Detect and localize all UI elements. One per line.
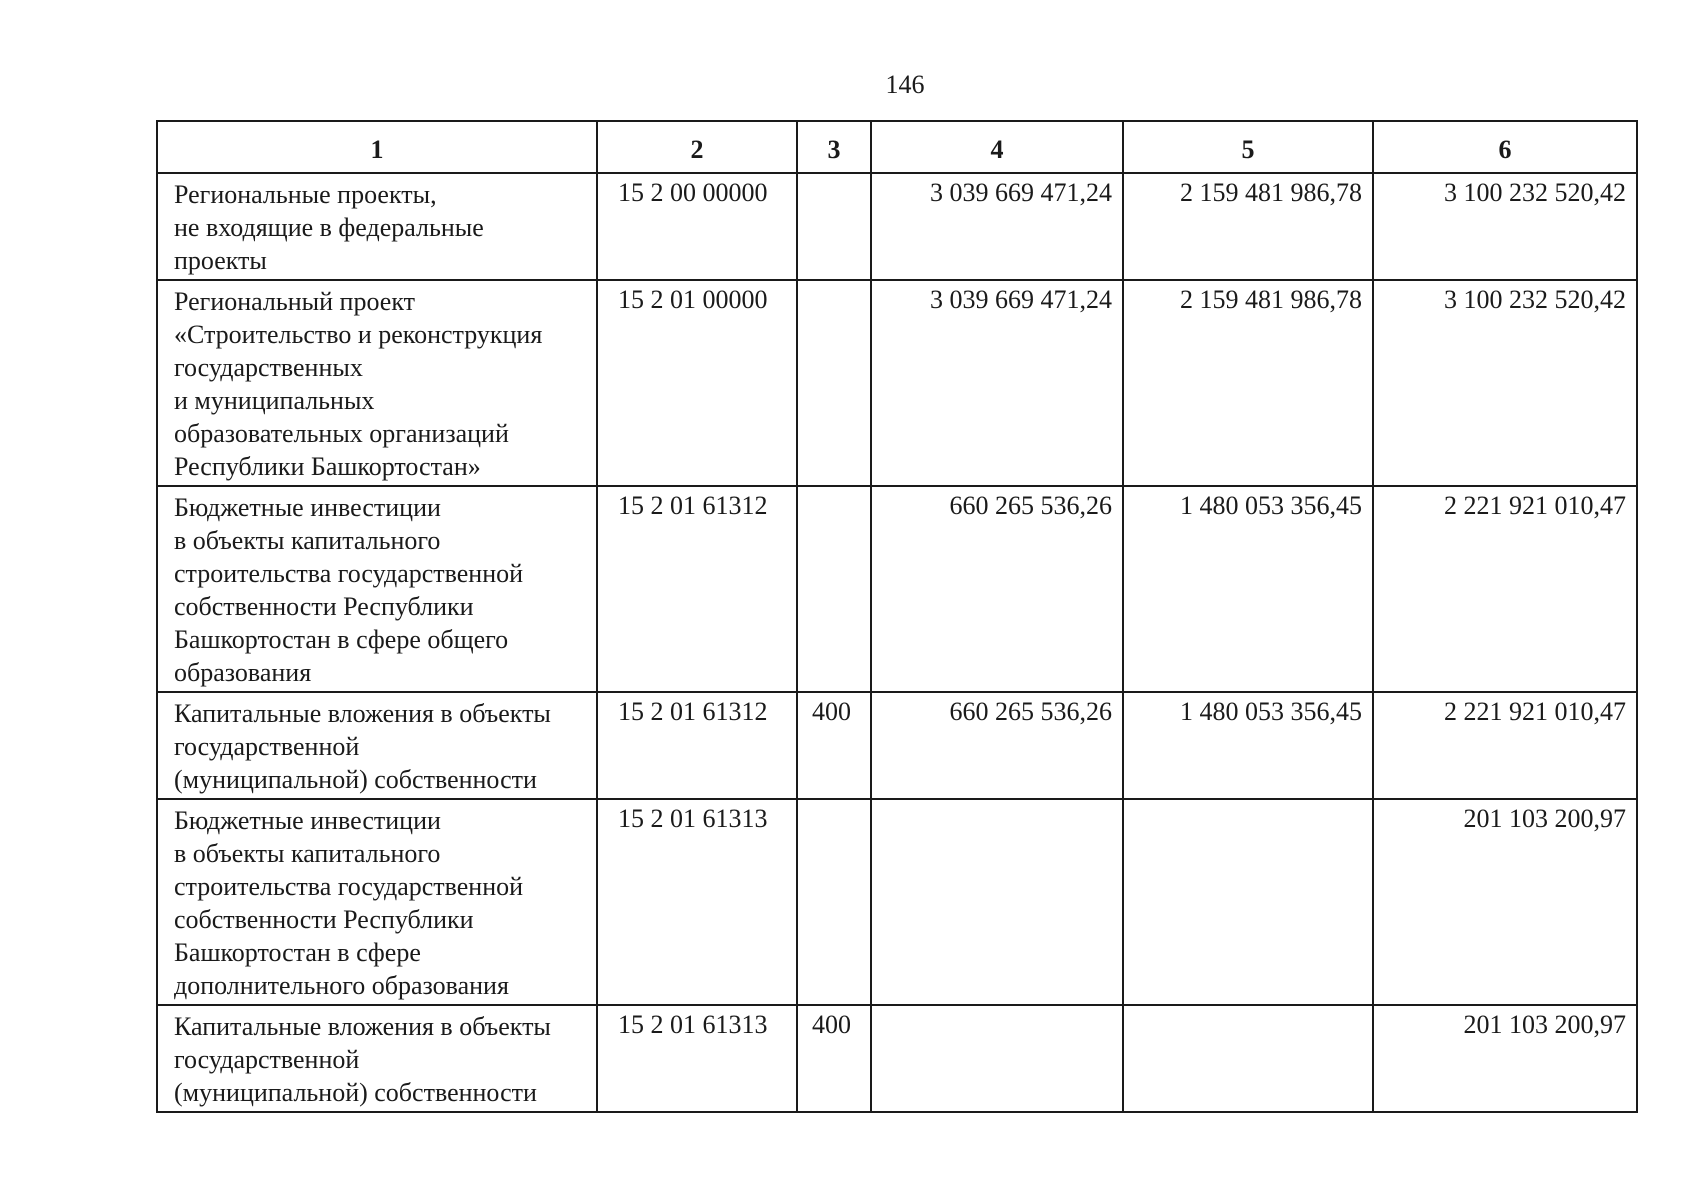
row-name-line: не входящие в федеральные [174,213,484,242]
row-name-line: (муниципальной) собственности [174,765,537,794]
row-name-line: в объекты капитального [174,839,441,868]
row-name-line: строительства государственной [174,872,524,901]
row-amount-2: 1 480 053 356,45 [1123,692,1373,799]
row-name-line: государственной [174,732,360,761]
row-name-line: Башкортостан в сфере общего [174,625,509,654]
row-amount-1 [871,1005,1123,1112]
row-amount-1: 3 039 669 471,24 [871,173,1123,280]
row-name [157,280,597,486]
row-amount-3: 2 221 921 010,47 [1373,692,1637,799]
column-header-1: 1 [157,121,597,173]
row-name [157,1005,597,1112]
row-name-line: Капитальные вложения в объекты [174,1012,551,1041]
row-name-line: строительства государственной [174,559,524,588]
table-header [157,121,1637,173]
row-amount-1: 3 039 669 471,24 [871,280,1123,486]
table-row [157,1005,1637,1112]
row-type [797,280,871,486]
row-name [157,173,597,280]
row-name-line: Региональные проекты, [174,180,437,209]
table-row [157,173,1637,280]
row-name-line: образования [174,658,312,687]
row-amount-2: 1 480 053 356,45 [1123,486,1373,692]
row-name-line: (муниципальной) собственности [174,1078,537,1107]
row-amount-3: 2 221 921 010,47 [1373,486,1637,692]
column-header-5: 5 [1123,121,1373,173]
row-amount-3: 201 103 200,97 [1373,1005,1637,1112]
row-type [797,799,871,1005]
table-row [157,692,1637,799]
row-name [157,799,597,1005]
row-name [157,692,597,799]
row-code: 15 2 01 00000 [597,280,797,486]
row-name-line: проекты [174,246,267,275]
row-name [157,486,597,692]
page-number: 146 [885,70,925,99]
table-body [157,173,1637,1112]
row-type: 400 [797,1005,871,1112]
row-amount-3: 3 100 232 520,42 [1373,280,1637,486]
table-row [157,486,1637,692]
row-type: 400 [797,692,871,799]
row-name-line: «Строительство и реконструкция [174,320,543,349]
row-name-line: в объекты капитального [174,526,441,555]
row-name-line: Башкортостан в сфере [174,938,421,967]
row-amount-2 [1123,1005,1373,1112]
table-row [157,280,1637,486]
row-name-line: Капитальные вложения в объекты [174,699,551,728]
row-name-line: Региональный проект [174,287,415,316]
row-name-line: Республики Башкортостан» [174,452,481,481]
column-header-3: 3 [797,121,871,173]
row-amount-1 [871,799,1123,1005]
column-header-6: 6 [1373,121,1637,173]
row-amount-1: 660 265 536,26 [871,486,1123,692]
row-amount-3: 201 103 200,97 [1373,799,1637,1005]
row-code: 15 2 00 00000 [597,173,797,280]
row-code: 15 2 01 61312 [597,486,797,692]
row-type [797,173,871,280]
row-code: 15 2 01 61313 [597,799,797,1005]
row-name-line: государственных [174,353,363,382]
column-header-4: 4 [871,121,1123,173]
row-name-line: Бюджетные инвестиции [174,806,441,835]
table-row [157,799,1637,1005]
header-row [157,121,1637,173]
row-name-line: дополнительного образования [174,971,509,1000]
row-amount-3: 3 100 232 520,42 [1373,173,1637,280]
row-amount-1: 660 265 536,26 [871,692,1123,799]
row-name-line: собственности Республики [174,905,474,934]
row-name-line: государственной [174,1045,360,1074]
budget-table [156,120,1638,1113]
row-amount-2: 2 159 481 986,78 [1123,173,1373,280]
row-name-line: собственности Республики [174,592,474,621]
row-name-line: образовательных организаций [174,419,509,448]
row-type [797,486,871,692]
row-name-line: и муниципальных [174,386,375,415]
row-name-line: Бюджетные инвестиции [174,493,441,522]
row-amount-2: 2 159 481 986,78 [1123,280,1373,486]
row-code: 15 2 01 61312 [597,692,797,799]
column-header-2: 2 [597,121,797,173]
row-code: 15 2 01 61313 [597,1005,797,1112]
row-amount-2 [1123,799,1373,1005]
